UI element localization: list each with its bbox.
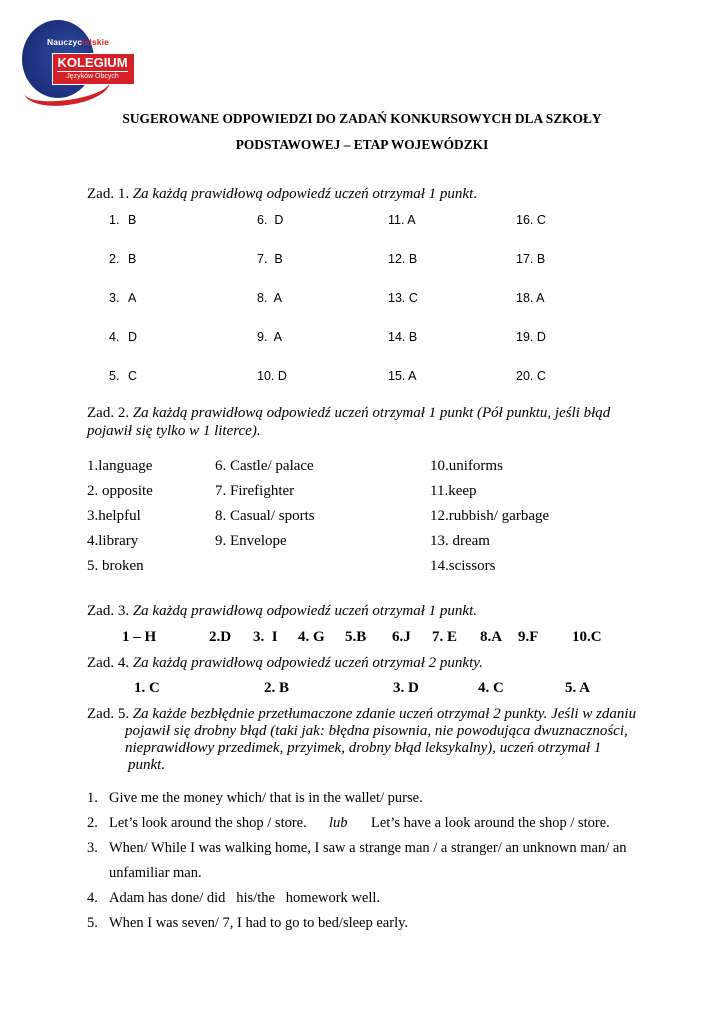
z4-answer: 4. C	[478, 680, 504, 696]
z2-item: 14.scissors	[430, 558, 496, 574]
z1-item: 16. C	[516, 213, 546, 227]
z3-heading	[87, 603, 477, 620]
z1-item: 3.	[109, 291, 120, 305]
z1-heading: Zad. 1. Za każdą prawidłową odpowiedź uczeń otrzymał 1 punkt.	[87, 186, 477, 202]
z5-item-number: 5.	[87, 915, 98, 931]
z1-item: 19. D	[516, 330, 546, 344]
z1-item: 20. C	[516, 369, 546, 383]
z1-item: 14. B	[388, 330, 418, 344]
title-line-2: PODSTAWOWEJ – ETAP WOJEWÓDZKI	[235, 137, 489, 152]
z4-answer: 1. C	[134, 680, 160, 696]
z1-item: 10. D	[257, 369, 287, 383]
z4-answer: 5. A	[565, 680, 591, 696]
z1-item: 7. B	[257, 252, 283, 266]
z5-instruction-cont: punkt.	[128, 757, 166, 773]
z2-item: 2. opposite	[87, 483, 153, 499]
z2-item: 11.keep	[430, 483, 477, 499]
z2-item: 1.language	[87, 458, 153, 474]
logo-subtitle: Języków Obcych	[66, 73, 119, 80]
z5-item-cont: unfamiliar man.	[109, 865, 202, 881]
z1-item: 12. B	[388, 252, 418, 266]
z1-label: Zad. 1.	[87, 186, 133, 202]
z1-item: 11. A	[388, 213, 416, 227]
z4-instruction: Za każdą prawidłową odpowiedź uczeń otrzymał 2 punkty.	[132, 655, 483, 671]
z3-answer: 9.F	[518, 629, 539, 645]
z2-item: 6. Castle/ palace	[215, 458, 314, 474]
z1-item: 2.	[109, 252, 120, 266]
z2-item: 7. Firefighter	[215, 483, 295, 499]
z5-item-number: 1.	[87, 790, 98, 806]
z3-answer: 7. E	[432, 629, 458, 645]
z4-heading	[87, 655, 483, 672]
z1-item-answer: A	[128, 291, 137, 305]
logo	[22, 20, 142, 104]
z1-item-answer: D	[128, 330, 138, 344]
z5-item-number: 2.	[87, 815, 98, 831]
logo-top-text: Nauczycielskie	[47, 37, 109, 47]
z5-label: Zad. 5.	[87, 706, 133, 722]
z5-item-text: When/ While I was walking home, I saw a strange man / a stranger/ an unknown man/ an	[109, 840, 627, 856]
z1-item-answer: B	[128, 213, 137, 227]
z2-item: 10.uniforms	[430, 458, 503, 474]
z3-answer: 1 – H	[122, 629, 157, 645]
z5-item-number: 4.	[87, 890, 98, 906]
z5-instruction: Za każde bezbłędnie przetłumaczone zdanie uczeń otrzymał 2 punkty. Jeśli w zdaniu	[132, 706, 637, 722]
z4-answer: 3. D	[393, 680, 419, 696]
z2-instruction: Za każdą prawidłową odpowiedź uczeń otrzymał 1 punkt (Pół punktu, jeśli błąd	[132, 405, 611, 421]
z5-item-text: When I was seven/ 7, I had to go to bed/sleep early.	[109, 915, 409, 931]
z5-heading	[87, 706, 636, 723]
z3-label: Zad. 3.	[87, 603, 133, 619]
z5-item-alt: Let’s have a look around the shop / store.	[371, 815, 610, 831]
z1-item: 9. A	[257, 330, 283, 344]
z2-item: 5. broken	[87, 558, 144, 574]
z2-heading	[87, 405, 610, 422]
z1-item: 17. B	[516, 252, 546, 266]
z3-answer: 6.J	[392, 629, 411, 645]
z3-instruction: Za każdą prawidłową odpowiedź uczeń otrzymał 1 punkt.	[132, 603, 477, 619]
z2-item: 3.helpful	[87, 508, 141, 524]
z1-item: 4.	[109, 330, 120, 344]
z1-item: 18. A	[516, 291, 545, 305]
title-line-1: SUGEROWANE ODPOWIEDZI DO ZADAŃ KONKURSOWYCH DLA SZKOŁY	[122, 111, 602, 126]
z1-item: 1.	[109, 213, 120, 227]
z5-item-text: Give me the money which/ that is in the wallet/ purse.	[109, 790, 423, 806]
z5-item-text: Let’s look around the shop / store.	[109, 815, 307, 831]
z1-item: 15. A	[388, 369, 417, 383]
z2-item: 13. dream	[430, 533, 490, 549]
z2-item: 4.library	[87, 533, 139, 549]
z3-answer: 5.B	[345, 629, 367, 645]
z5-instruction-cont: nieprawidłowy przedimek, przyimek, drobny błąd leksykalny), uczeń otrzymał 1	[125, 740, 602, 756]
z4-label: Zad. 4.	[87, 655, 133, 671]
z2-item: 8. Casual/ sports	[215, 508, 315, 524]
z3-answer: 4. G	[298, 629, 325, 645]
z2-item: 12.rubbish/ garbage	[430, 508, 550, 524]
logo-name: KOLEGIUM	[57, 55, 128, 70]
z1-item-answer: B	[128, 252, 137, 266]
z1-item-answer: C	[128, 369, 138, 383]
z3-answer: 8.A	[480, 629, 503, 645]
z3-answer: 10.C	[572, 629, 602, 645]
z1-item: 6. D	[257, 213, 284, 227]
z1-item: 13. C	[388, 291, 418, 305]
logo-divider	[57, 71, 128, 72]
z2-item: 9. Envelope	[215, 533, 287, 549]
z1-item: 8. A	[257, 291, 283, 305]
z3-answer: 2.D	[209, 629, 232, 645]
z4-answer: 2. B	[264, 680, 290, 696]
z5-item-text: Adam has done/ did his/the homework well.	[109, 890, 381, 906]
z2-label: Zad. 2.	[87, 405, 133, 421]
z5-item-number: 3.	[87, 840, 98, 856]
z1-instruction: Za każdą prawidłową odpowiedź uczeń otrzymał 1 punkt	[132, 186, 474, 202]
z5-item-or: lub	[329, 815, 348, 831]
z1-item: 5.	[109, 369, 120, 383]
z3-answer: 3. I	[253, 629, 278, 645]
z5-instruction-cont: pojawił się drobny błąd (taki jak: błędna pisownia, nie powodująca dwuznaczności,	[125, 723, 628, 739]
z2-instruction-cont: pojawił się tylko w 1 literce).	[87, 423, 261, 439]
